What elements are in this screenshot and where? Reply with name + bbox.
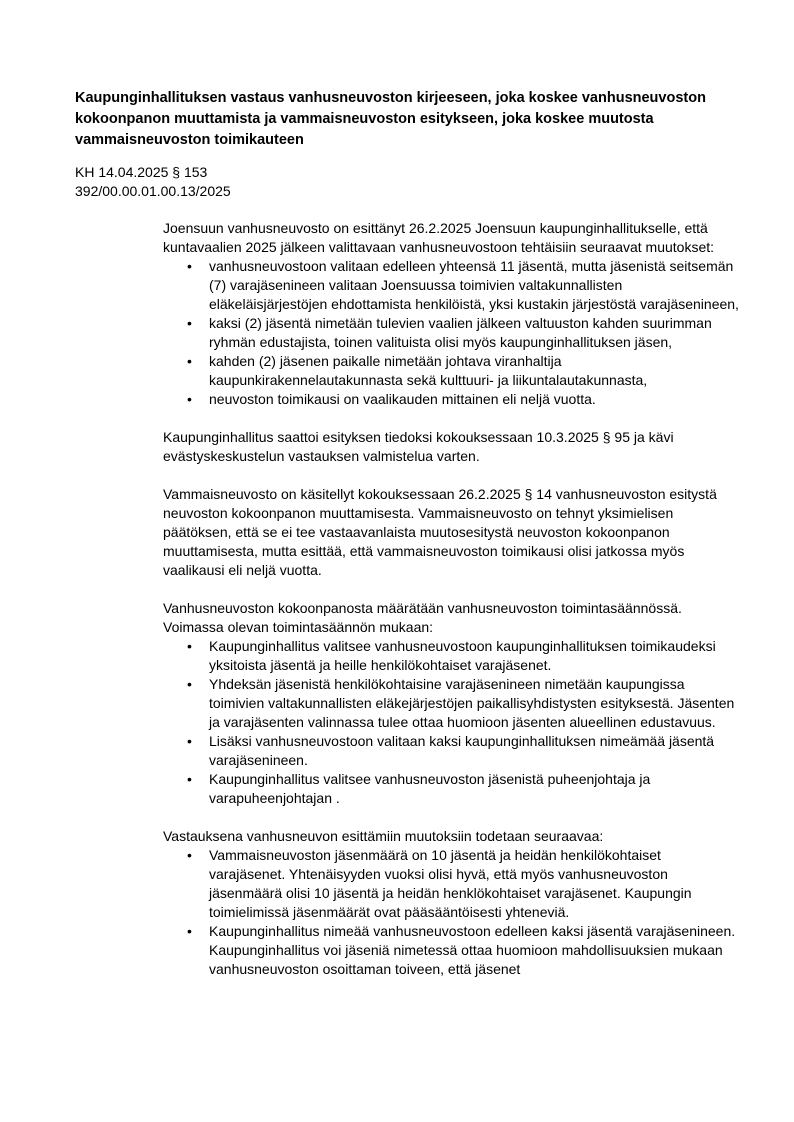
bullet-item: • Yhdeksän jäsenistä henkilökohtaisine varajäsenineen nimetään kaupungissa toimivien valtakunnallisten eläkejärjestöjen paikallisyhdistysten esityksestä. Jäsenten ja varajäsenten valinnassa tulee ottaa huomioon jäsenten alueellinen edustavuus. xyxy=(209,675,741,732)
bullet-item: • neuvoston toimikausi on vaalikauden mittainen eli neljä vuotta. xyxy=(209,390,741,409)
paragraph-board-noted: Kaupunginhallitus saattoi esityksen tiedoksi kokouksessaan 10.3.2025 § 95 ja kävi evästyskeskustelun vastauksen valmistelua varten. xyxy=(163,429,674,464)
paragraph-current-rules-intro: Vanhusneuvoston kokoonpanosta määrätään vanhusneuvoston toimintasäännössä. Voimassa olevan toimintasäännön mukaan: xyxy=(163,600,682,635)
bullet-item: • Kaupunginhallitus valitsee vanhusneuvostoon kaupunginhallituksen toimikaudeksi yksitoista jäsentä ja heille henkilökohtaiset varajäsenet. xyxy=(209,637,741,675)
bullet-item: • Kaupunginhallitus valitsee vanhusneuvoston jäsenistä puheenjohtaja ja varapuheenjohtajan . xyxy=(209,770,741,808)
paragraph-disability-council: Vammaisneuvosto on käsitellyt kokouksessaan 26.2.2025 § 14 vanhusneuvoston esitystä neuvoston kokoonpanon muuttamisesta. Vammaisneuvosto on tehnyt yksimielisen päätöksen, että se ei tee vastaavanlaista muutosesitystä neuvoston kokoonpanon muuttamisesta, mutta esittää, että vammaisneuvoston toimikausi olisi jatkossa myös vaalikausi eli neljä vuotta. xyxy=(163,486,717,578)
bullet-item: • Lisäksi vanhusneuvostoon valitaan kaksi kaupunginhallituksen nimeämää jäsentä varajäsenineen. xyxy=(209,732,741,770)
page-title: Kaupunginhallituksen vastaus vanhusneuvoston kirjeeseen, joka koskee vanhusneuvoston kokoonpanon muuttamista ja vammaisneuvoston esitykseen, joka koskee muutosta vammaisneuvoston toimikauteen xyxy=(75,90,706,148)
document-reference: KH 14.04.2025 § 153 xyxy=(75,164,208,180)
bullet-list-current-rules xyxy=(163,637,741,808)
document-body xyxy=(163,219,741,979)
bullet-item: • kahden (2) jäsenen paikalle nimetään johtava viranhaltija kaupunkirakennelautakunnasta sekä kulttuuri- ja liikuntalautakunnasta, xyxy=(209,352,741,390)
bullet-item: • kaksi (2) jäsentä nimetään tulevien vaalien jälkeen valtuuston kahden suurimman ryhmän edustajista, toinen valituista olisi myös kaupunginhallituksen jäsen, xyxy=(209,314,741,352)
paragraph-intro: Joensuun vanhusneuvosto on esittänyt 26.2.2025 Joensuun kaupunginhallitukselle, että kuntavaalien 2025 jälkeen valittavaan vanhusneuvostoon tehtäisiin seuraavat muutokset: xyxy=(163,220,715,255)
paragraph-response-intro: Vastauksena vanhusneuvon esittämiin muutoksiin todetaan seuraavaa: xyxy=(163,828,604,844)
bullet-list-proposed-changes xyxy=(163,257,741,409)
bullet-item: • vanhusneuvostoon valitaan edelleen yhteensä 11 jäsentä, mutta jäsenistä seitsemän (7) varajäsenineen valitaan Joensuussa toimivien valtakunnallisten eläkeläisjärjestöjen ehdottamista henkilöistä, yksi kustakin järjestöstä varajäsenineen, xyxy=(209,257,741,314)
document-meta xyxy=(75,163,736,201)
bullet-item: • Vammaisneuvoston jäsenmäärä on 10 jäsentä ja heidän henkilökohtaiset varajäsenet. Yhtenäisyyden vuoksi olisi hyvä, että myös vanhusneuvoston jäsenmäärä olisi 10 jäsentä ja heidän henklökohtaiset varajäsenet. Kaupungin toimielimissä jäsenmäärät ovat pääsääntöisesti yhteneviä. xyxy=(209,846,741,922)
bullet-item: • Kaupunginhallitus nimeää vanhusneuvostoon edelleen kaksi jäsentä varajäsenineen. Kaupunginhallitus voi jäseniä nimetessä ottaa huomioon mahdollisuuksien mukaan vanhusneuvoston osoittaman toiveen, että jäsenet xyxy=(209,922,741,979)
bullet-list-response xyxy=(163,846,741,979)
diary-number: 392/00.00.01.00.13/2025 xyxy=(75,183,231,199)
